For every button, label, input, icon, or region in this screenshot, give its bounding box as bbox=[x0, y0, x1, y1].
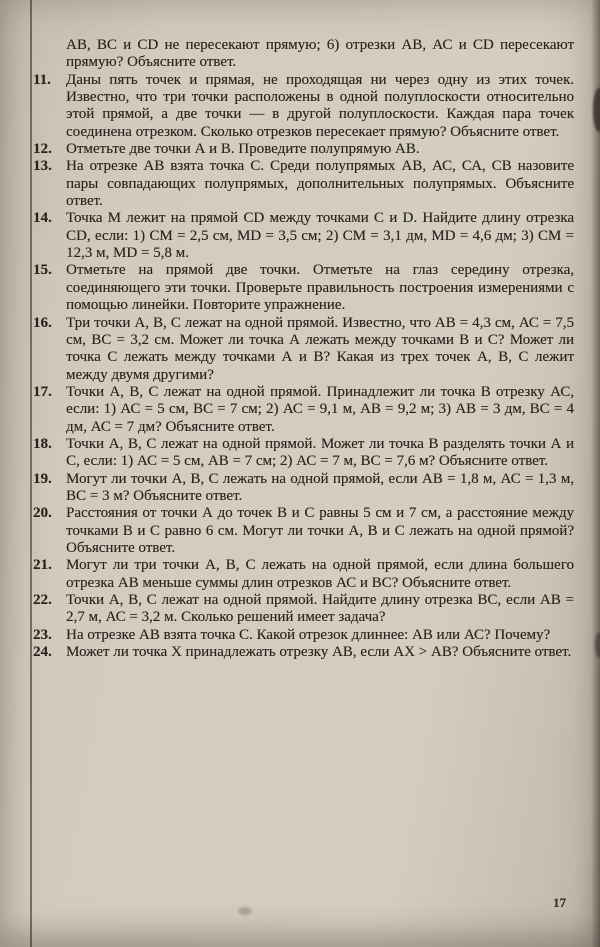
problem-text: Может ли точка X принадлежать отрезку АВ, если АХ > АВ? Объясните ответ. bbox=[66, 644, 572, 661]
scan-artifact-mid-right bbox=[595, 632, 600, 658]
problem-number: 12. bbox=[33, 141, 52, 158]
problem-item-13 bbox=[33, 158, 574, 210]
problem-number: 21. bbox=[33, 557, 52, 574]
problem-text: Даны пять точек и прямая, не проходящая ни через одну из этих точек. Известно, что три точки расположены в одной полуплоскости относительно этой прямой, а две точки — в другой полуплоскости. Каждая пара точек соединена отрезком. Сколько отрезков пересекает прямую? Объясните ответ. bbox=[66, 71, 574, 140]
problem-number: 17. bbox=[33, 383, 52, 400]
problem-number: 16. bbox=[33, 314, 52, 331]
problem-text: Отметьте две точки А и В. Проведите полупрямую АВ. bbox=[66, 141, 420, 158]
problem-item-21 bbox=[33, 557, 574, 592]
problem-item-20 bbox=[33, 505, 574, 557]
problem-text: АВ, ВС и CD не пересекают прямую; 6) отрезки АВ, АС и CD пересекают прямую? Объясните ответ. bbox=[66, 37, 574, 71]
problem-text: Точки А, В, С лежат на одной прямой. Может ли точка В разделять точки А и С, если: 1) АС = 5 см, АВ = 7 см; 2) АС = 7 м, ВС = 7,6 м? Объясните ответ. bbox=[66, 435, 574, 470]
problem-text: Точка М лежит на прямой CD между точками С и D. Найдите длину отрезка CD, если: 1) СМ = 2,5 см, MD = 3,5 см; 2) СМ = 3,1 дм, MD = 4,6 дм; 3) СМ = 12,3 м, MD = 5,8 м. bbox=[66, 210, 574, 262]
problem-item-18 bbox=[33, 435, 574, 471]
scan-edge-shadow bbox=[591, 0, 600, 947]
problem-item-23 bbox=[33, 626, 574, 644]
problem-number: 13. bbox=[33, 158, 52, 175]
problem-item-11 bbox=[33, 71, 574, 141]
problem-item-14 bbox=[33, 210, 574, 262]
problem-number: 11. bbox=[33, 71, 51, 88]
problem-text: Могут ли точки А, В, С лежать на одной прямой, если АВ = 1,8 м, АС = 1,3 м, ВС = 3 м? Объясните ответ. bbox=[66, 470, 574, 504]
problem-item-15 bbox=[33, 262, 574, 314]
problem-number: 15. bbox=[33, 262, 52, 279]
problem-text: Точки А, В, С лежат на одной прямой. Принадлежит ли точка В отрезку АС, если: 1) АС = 5 см, ВС = 7 см; 2) АС = 9,1 м, АВ = 9,2 м; 3) АВ = 3 дм, ВС = 4 дм, АС = 7 дм? Объясните ответ. bbox=[66, 383, 574, 435]
scan-smudge-bottom bbox=[238, 907, 252, 915]
problem-number: 24. bbox=[33, 644, 52, 661]
page-number: 17 bbox=[553, 895, 566, 910]
problem-item-24 bbox=[33, 644, 574, 661]
problem-item-16 bbox=[33, 314, 574, 384]
problems-list bbox=[33, 37, 574, 661]
problem-number: 14. bbox=[33, 210, 52, 227]
problem-continuation bbox=[66, 37, 574, 72]
problem-text: На отрезке АВ взята точка С. Какой отрезок длиннее: АВ или АС? Почему? bbox=[66, 626, 551, 643]
problem-text: Могут ли три точки А, В, С лежать на одной прямой, если длина большего отрезка АВ меньше суммы длин отрезков АС и ВС? Объясните ответ. bbox=[66, 557, 574, 591]
problem-item-12 bbox=[33, 141, 574, 158]
problem-text: Расстояния от точки А до точек В и С равны 5 см и 7 см, а расстояние между точками В и С равно 6 см. Могут ли точки А, В и С лежать на одной прямой? Объясните ответ. bbox=[66, 505, 574, 556]
problem-number: 22. bbox=[33, 592, 52, 608]
problem-text: Точки А, В, С лежат на одной прямой. Найдите длину отрезка ВС, если АВ = 2,7 м, АС = 3,2 м. Сколько решений имеет задача? bbox=[66, 592, 574, 626]
problem-number: 19. bbox=[33, 470, 52, 487]
problem-text: Три точки А, В, С лежат на одной прямой. Известно, что АВ = 4,3 см, АС = 7,5 см, ВС = 3,2 см. Может ли точка А лежать между точками В и С? Может ли точка С лежать между точками А и В? Какая из трех точек А, В, С лежит между двумя другими? bbox=[66, 314, 574, 383]
problem-number: 23. bbox=[33, 626, 52, 643]
scan-artifact-top-right bbox=[593, 88, 600, 132]
problem-item-22 bbox=[33, 592, 574, 627]
problem-item-17 bbox=[33, 383, 574, 436]
problem-number: 20. bbox=[33, 505, 52, 522]
binding-gutter-line bbox=[30, 0, 32, 947]
problem-text: Отметьте на прямой две точки. Отметьте на глаз середину отрезка, соединяющего эти точки. Проверьте правильность построения измерениями с помощью линейки. Повторите упражнение. bbox=[66, 262, 574, 314]
problem-text: На отрезке АВ взята точка С. Среди полупрямых АВ, АС, СА, СВ назовите пары совпадающих полупрямых, дополнительных полупрямых. Объясните ответ. bbox=[66, 158, 574, 210]
problem-item-19 bbox=[33, 470, 574, 506]
problem-number: 18. bbox=[33, 435, 52, 452]
